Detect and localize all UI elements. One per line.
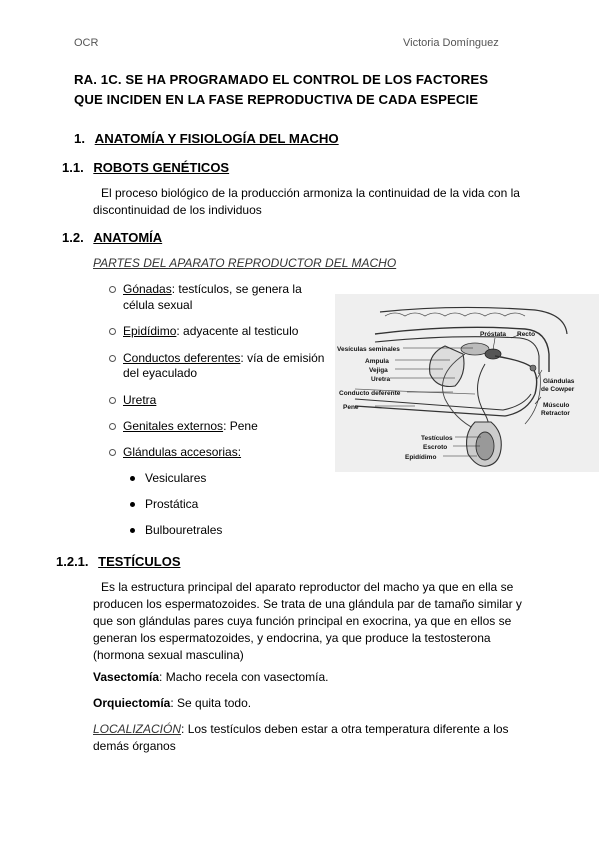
label-glandulas: Glándulas [543, 378, 575, 385]
bullet-circle-icon [109, 355, 116, 362]
list-item [123, 323, 298, 340]
label-pene: Pene [343, 404, 359, 411]
list-item-term: Glándulas accesorias: [123, 445, 242, 459]
sub-list-item: Bulbouretrales [145, 523, 223, 537]
list-item-text: : vía de emisión [240, 351, 325, 365]
bullet-dot-icon [130, 476, 135, 481]
label-prostata: Próstata [480, 331, 507, 338]
testiculos-line-2: producen los espermatozoides. Se trata de una glándula par de tamaño similar y [93, 597, 522, 611]
bullet-circle-icon [109, 449, 116, 456]
title-line-1: RA. 1C. SE HA PROGRAMADO EL CONTROL DE LOS FACTORES [74, 72, 489, 87]
section-1-2-heading [62, 230, 162, 245]
list-item-term: Epidídimo [123, 324, 177, 338]
parts-subtitle: PARTES DEL APARATO REPRODUCTOR DEL MACHO [93, 256, 397, 270]
list-item-continuation: del eyaculado [123, 366, 198, 380]
label-retractor: Retractor [541, 410, 570, 417]
sub-list-item: Prostática [145, 497, 199, 511]
list-item-continuation: célula sexual [123, 298, 193, 312]
bullet-circle-icon [109, 286, 116, 293]
list-item-text: : adyacente al testiculo [176, 324, 299, 338]
section-1-2-1-heading [56, 554, 181, 569]
header-left: OCR [74, 37, 99, 49]
label-cowper: de Cowper [541, 386, 575, 393]
localizacion-continuation: demás órganos [93, 739, 176, 753]
section-1-2-1-number: 1.2.1. [56, 554, 89, 569]
label-musculo: Músculo [543, 402, 570, 409]
orquiectomia-paragraph [93, 695, 251, 712]
section-1-title: ANATOMÍA Y FISIOLOGÍA DEL MACHO [94, 131, 339, 146]
section-1-heading [74, 131, 339, 146]
testiculos-line-4: generan los espermatozoides, y endocrina, ya que produce la testosterona [93, 631, 491, 645]
label-conducto: Conducto deferente [339, 390, 401, 397]
testiculos-line-3: que son glándulas pares cuya función principal en exocrina, ya que en ellos se [93, 614, 512, 628]
header-right: Victoria Domínguez [403, 37, 499, 49]
orquiectomia-text: : Se quita todo. [170, 696, 252, 710]
prostate-shape [485, 349, 501, 359]
list-item-text: : Pene [223, 419, 258, 433]
testiculos-line-5: (hormona sexual masculina) [93, 648, 244, 662]
section-1-2-1-title: TESTÍCULOS [98, 554, 181, 569]
section-1-2-number: 1.2. [62, 230, 84, 245]
sub-list-item: Vesiculares [145, 471, 207, 485]
bullet-circle-icon [109, 423, 116, 430]
bullet-dot-icon [130, 528, 135, 533]
label-recto: Recto [517, 331, 536, 338]
label-escroto: Escroto [423, 444, 448, 451]
section-1-1-title: ROBOTS GENÉTICOS [93, 160, 230, 175]
section-1-1-line-2: discontinuidad de los individuos [93, 203, 262, 217]
bullet-circle-icon [109, 397, 116, 404]
label-testiculos: Testículos [421, 435, 453, 442]
bullet-dot-icon [130, 502, 135, 507]
list-item [123, 392, 156, 409]
page-title [74, 70, 554, 110]
label-vejiga: Vejiga [369, 367, 388, 374]
list-item [123, 281, 302, 298]
localizacion-text: : Los testículos deben estar a otra temperatura diferente a los [181, 722, 509, 736]
section-1-1-line-1: El proceso biológico de la producción armoniza la continuidad de la vida con la [101, 186, 520, 200]
label-epididimo: Epidídimo [405, 454, 437, 461]
orquiectomia-label: Orquiectomía [93, 696, 171, 710]
vasectomia-paragraph [93, 669, 328, 686]
vasectomia-label: Vasectomía [93, 670, 160, 684]
list-item-term: Uretra [123, 393, 157, 407]
list-item [123, 418, 258, 435]
label-uretra: Uretra [371, 376, 391, 383]
bullet-circle-icon [109, 328, 116, 335]
section-1-2-title: ANATOMÍA [93, 230, 163, 245]
list-item-term: Genitales externos [123, 419, 224, 433]
reproductive-anatomy-diagram [335, 294, 599, 472]
list-item-term: Gónadas [123, 282, 172, 296]
section-1-1-number: 1.1. [62, 160, 84, 175]
list-item-text: : testículos, se genera la [171, 282, 302, 296]
list-item-term: Conductos deferentes [123, 351, 241, 365]
vasectomia-text: : Macho recela con vasectomía. [159, 670, 329, 684]
list-item [123, 444, 241, 461]
label-vesiculas: Vesículas seminales [337, 346, 400, 353]
title-line-2: QUE INCIDEN EN LA FASE REPRODUCTIVA DE CADA ESPECIE [74, 92, 479, 107]
label-ampula: Ampula [365, 358, 389, 365]
testiculos-line-1: Es la estructura principal del aparato reproductor del macho ya que en ella se [101, 580, 514, 594]
section-1-1-heading [62, 160, 229, 175]
section-1-number: 1. [74, 131, 85, 146]
localizacion-paragraph [93, 721, 509, 738]
localizacion-label: LOCALIZACIÓN [93, 722, 182, 736]
diagram-svg [335, 294, 599, 472]
